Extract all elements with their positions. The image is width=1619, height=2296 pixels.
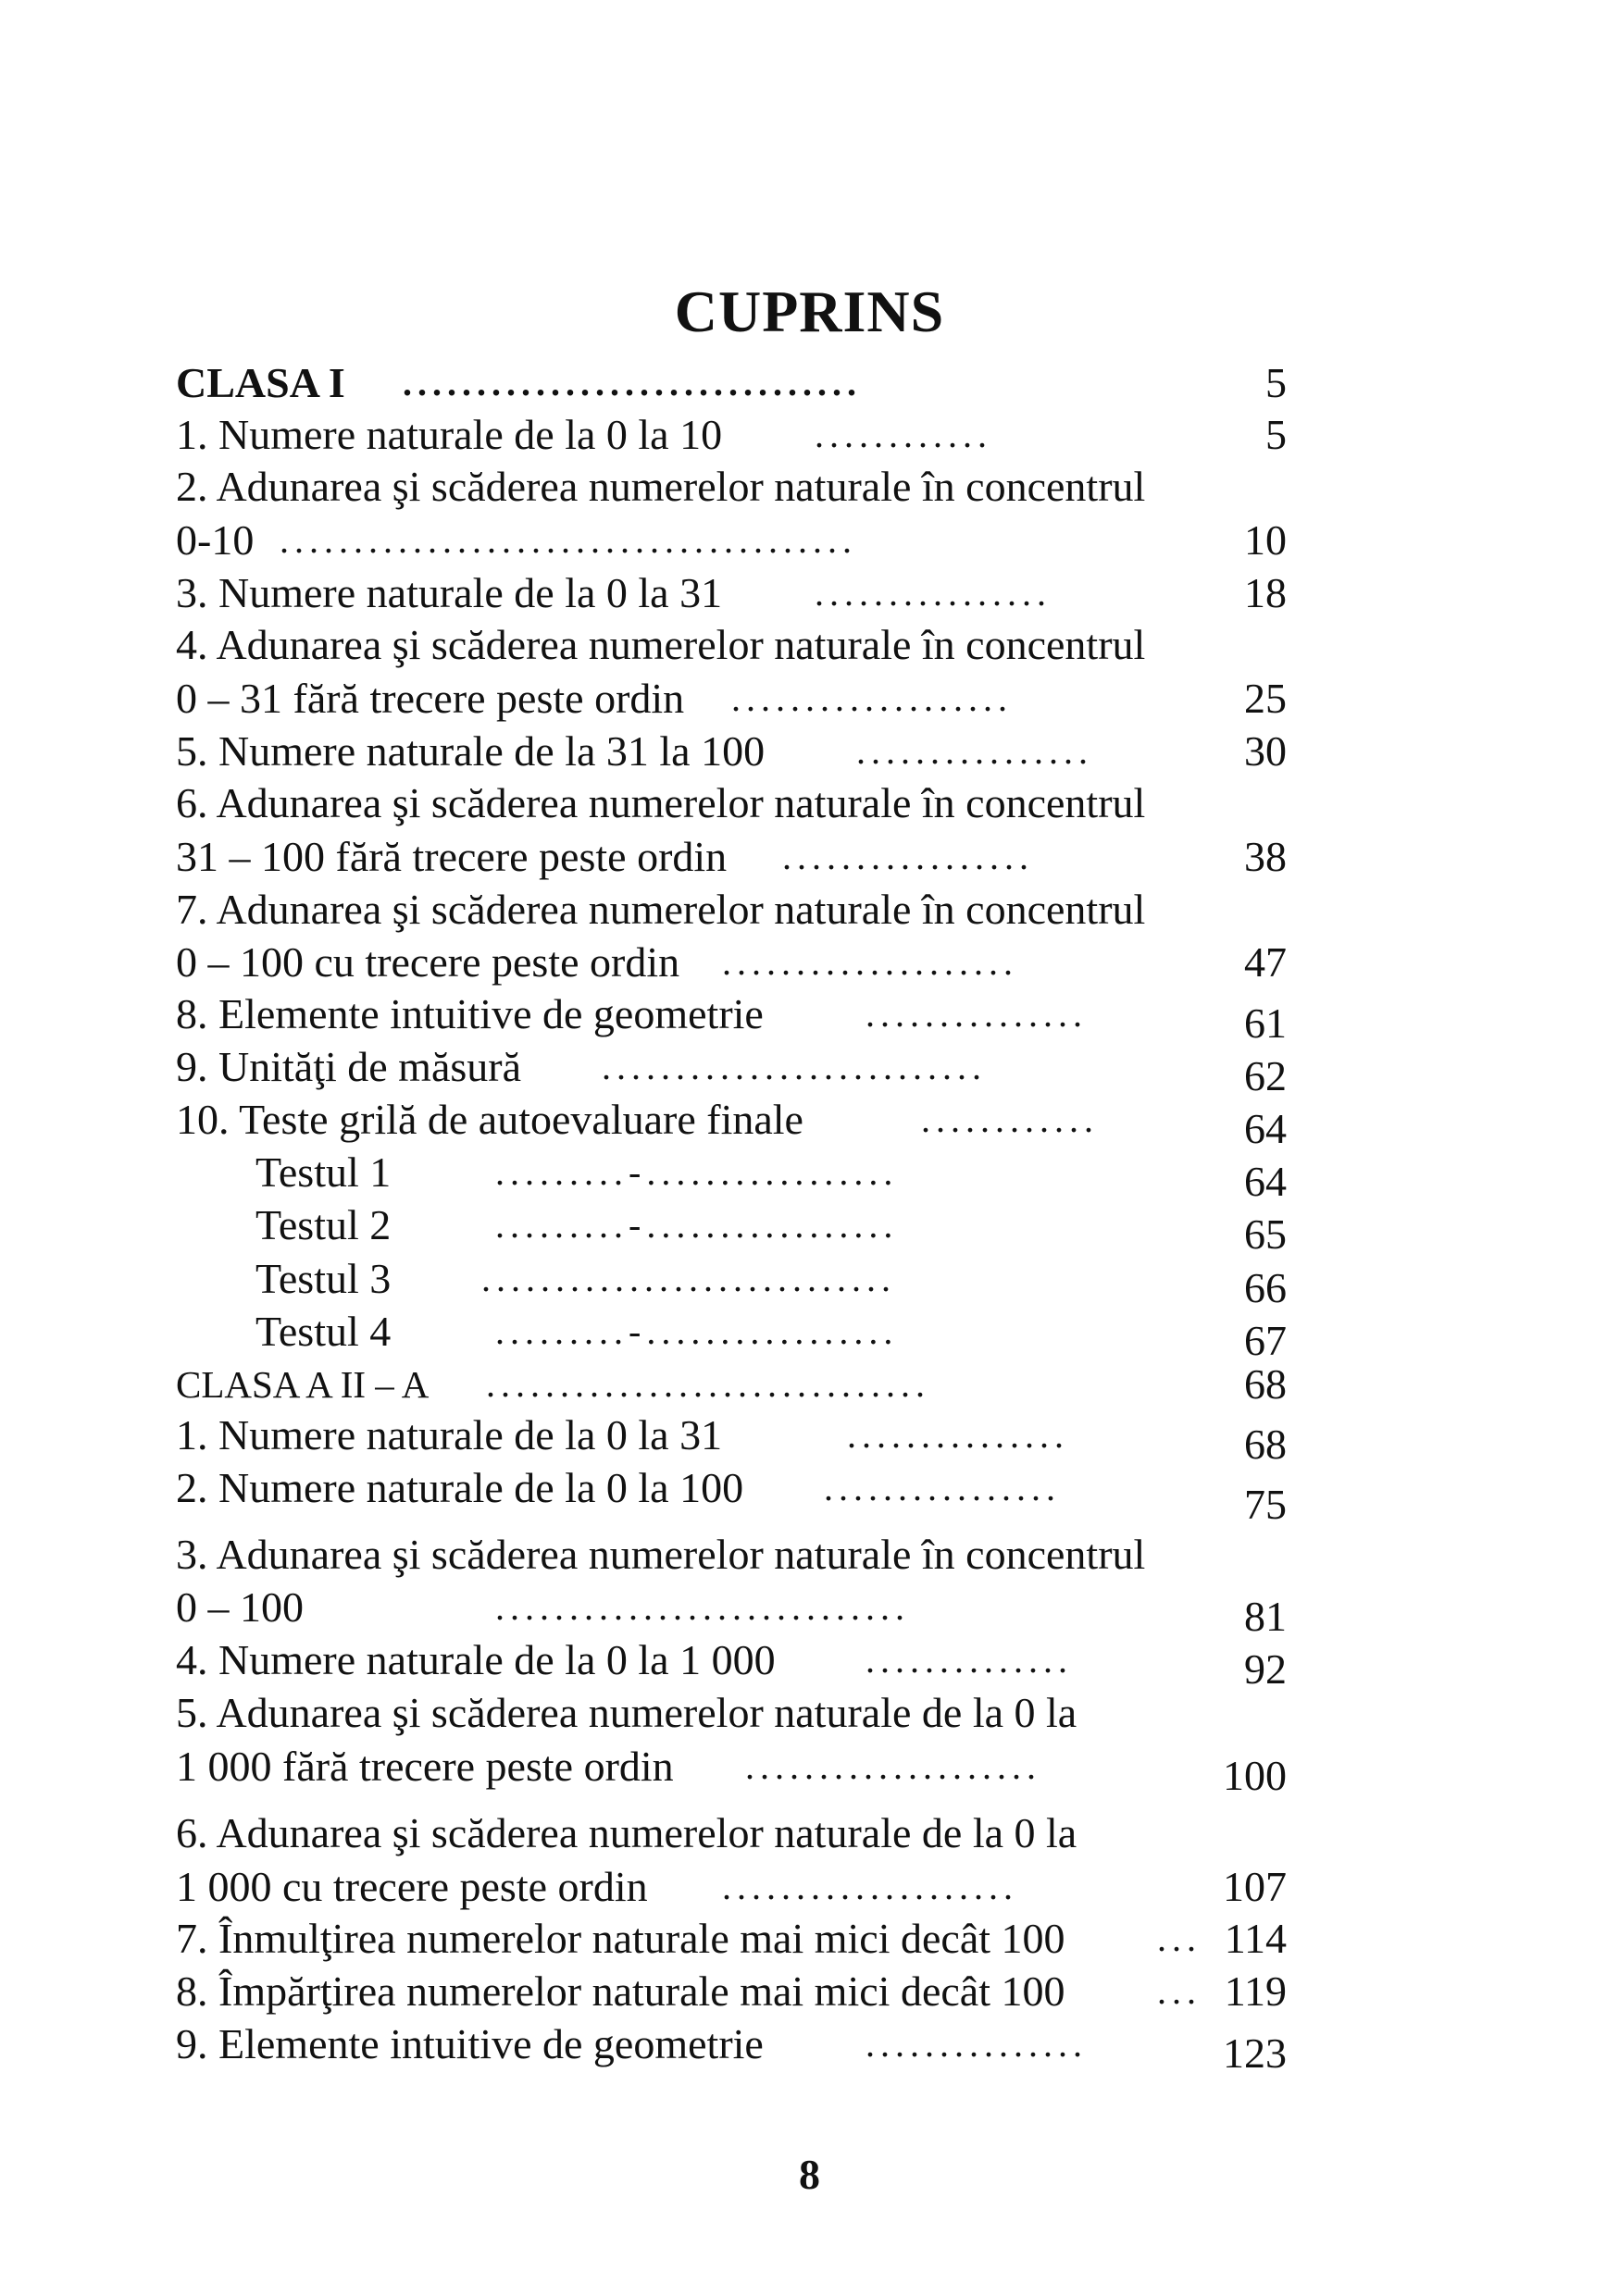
- toc-leader-dots: .........-.................: [495, 1204, 899, 1246]
- toc-entry: [176, 1633, 1287, 1693]
- toc-entry-title: Testul 2: [255, 1201, 392, 1248]
- toc-entry: [176, 1461, 1287, 1528]
- toc-entry: [176, 1528, 1287, 1582]
- toc-entry-title: 5. Adunarea şi scăderea numerelor naturale de la 0 la: [176, 1689, 1077, 1736]
- toc-entry: [176, 1305, 1287, 1364]
- page-number: 8: [799, 2151, 820, 2198]
- toc-entry-title: Testul 3: [255, 1255, 392, 1302]
- toc-entry-title: 2. Adunarea şi scăderea numerelor naturale în concentrul: [176, 463, 1146, 510]
- toc-entry-title: 3. Numere naturale de la 0 la 31: [176, 569, 723, 616]
- toc-entry-title: 9. Unităţi de măsură: [176, 1043, 522, 1090]
- toc-entry-title: 0 – 100 cu trecere peste ordin: [176, 938, 680, 986]
- toc-leader-dots: ................: [856, 730, 1093, 772]
- toc-entry-title: 3. Adunarea şi scăderea numerelor naturale în concentrul: [176, 1531, 1146, 1578]
- toc-entry-title: 8. Elemente intuitive de geometrie: [176, 990, 764, 1037]
- page-title: CUPRINS: [674, 279, 945, 344]
- toc-entry-title: 9. Elemente intuitive de geometrie: [176, 2020, 764, 2067]
- toc-entry-title: 4. Adunarea şi scăderea numerelor naturale în concentrul: [176, 621, 1146, 668]
- toc-entry-title: 0 – 31 fără trecere peste ordin: [176, 675, 685, 722]
- toc-entry-title: Testul 4: [255, 1308, 392, 1355]
- toc-entry-title: 8. Împărţirea numerelor naturale mai mici decât 100: [176, 1967, 1065, 2015]
- toc-entry-title: 7. Adunarea şi scăderea numerelor naturale în concentrul: [176, 886, 1146, 933]
- toc-page-number: 100: [1223, 1752, 1287, 1799]
- toc-page-number: 38: [1244, 833, 1287, 880]
- toc-entry: [176, 1252, 1287, 1311]
- toc-entry-title: 6. Adunarea şi scăderea numerelor naturale de la 0 la: [176, 1809, 1077, 1856]
- toc-entry-title: CLASA I: [176, 359, 345, 406]
- toc-page-number: 61: [1244, 999, 1287, 1047]
- toc-entry-title: 4. Numere naturale de la 0 la 1 000: [176, 1636, 776, 1683]
- toc-page-number: 92: [1244, 1645, 1287, 1693]
- toc-entry: [176, 883, 1287, 937]
- toc-entry: [176, 514, 1287, 567]
- toc-leader-dots: ...............................: [403, 362, 862, 403]
- toc-entry: [176, 936, 1287, 989]
- toc-entry: [176, 408, 1287, 462]
- toc-entry: [176, 672, 1287, 726]
- toc-leader-dots: ...............: [866, 2023, 1088, 2065]
- toc-leader-dots: ............................: [495, 1586, 910, 1628]
- toc-page-number: 18: [1244, 569, 1287, 616]
- toc-leader-dots: ....................: [722, 1866, 1018, 1907]
- toc-entry: [176, 1965, 1287, 2018]
- toc-entry-title: 1 000 fără trecere peste ordin: [176, 1743, 674, 1790]
- toc-leader-dots: ............................: [481, 1258, 896, 1299]
- toc-page-number: 75: [1244, 1481, 1287, 1528]
- toc-leader-dots: ............: [815, 414, 992, 455]
- toc-page-number: 119: [1224, 1967, 1287, 2015]
- toc-entry-title: 31 – 100 fără trecere peste ordin: [176, 833, 728, 880]
- toc-leader-dots: .........-.................: [495, 1310, 899, 1352]
- toc-entry: [176, 1409, 1287, 1468]
- toc-page-number: 64: [1244, 1158, 1287, 1205]
- toc-entry: [176, 618, 1287, 672]
- toc-entry-title: 7. Înmulţirea numerelor naturale mai mici decât 100: [176, 1915, 1065, 1962]
- toc-entry: [176, 1686, 1287, 1740]
- toc-entry: [176, 1146, 1287, 1205]
- toc-entry: [176, 1806, 1287, 1860]
- toc-entry: [176, 2017, 1287, 2077]
- toc-leader-dots: ..............................: [486, 1363, 930, 1405]
- toc-page-number: 81: [1244, 1593, 1287, 1640]
- toc-page-number: 66: [1244, 1264, 1287, 1311]
- toc-entry-title: 1. Numere naturale de la 0 la 10: [176, 411, 723, 458]
- toc-leader-dots: ...............: [866, 993, 1088, 1035]
- toc-entry: [176, 1040, 1287, 1099]
- toc-page-number: 64: [1244, 1105, 1287, 1152]
- toc-entry-title: CLASA A II – A: [176, 1363, 430, 1406]
- toc-entry: [176, 1740, 1287, 1799]
- toc-leader-dots: ...: [1157, 1917, 1202, 1959]
- toc-entry: [176, 1198, 1287, 1258]
- toc-leader-dots: .........-.................: [495, 1151, 899, 1193]
- toc-entry-title: Testul 1: [255, 1148, 392, 1196]
- toc-page-number: 65: [1244, 1210, 1287, 1258]
- toc-entry: [176, 566, 1287, 620]
- toc-entry: [176, 776, 1287, 830]
- toc-entry-title: 10. Teste grilă de autoevaluare finale: [176, 1096, 803, 1143]
- toc-page-number: 62: [1244, 1052, 1287, 1099]
- toc-entry-title: 2. Numere naturale de la 0 la 100: [176, 1464, 744, 1511]
- toc-page-number: 5: [1265, 359, 1287, 406]
- toc-entry-title: 0-10: [176, 516, 255, 564]
- toc-entry-title: 0 – 100: [176, 1583, 304, 1631]
- toc-page-number: 47: [1244, 938, 1287, 986]
- toc-leader-dots: .......................................: [280, 519, 857, 561]
- toc-leader-dots: ............: [921, 1098, 1099, 1140]
- toc-entry: [176, 725, 1287, 778]
- toc-leader-dots: ..........................: [602, 1046, 987, 1087]
- toc-entry: [176, 1358, 1287, 1411]
- toc-leader-dots: ...................: [731, 677, 1013, 719]
- toc-leader-dots: ...: [1157, 1970, 1202, 2012]
- toc-entry: [176, 460, 1287, 514]
- toc-leader-dots: .................: [782, 836, 1034, 877]
- toc-entry: [176, 1860, 1287, 1914]
- toc-leader-dots: ....................: [722, 941, 1018, 983]
- toc-entry: [176, 356, 1287, 410]
- toc-page-number: 123: [1223, 2029, 1287, 2077]
- toc-entry-title: 6. Adunarea şi scăderea numerelor naturale în concentrul: [176, 779, 1146, 826]
- toc-leader-dots: ................: [815, 572, 1052, 614]
- toc-page-number: 68: [1244, 1360, 1287, 1408]
- toc-page-number: 30: [1244, 727, 1287, 775]
- toc-page-number: 68: [1244, 1421, 1287, 1468]
- toc-entry: [176, 1581, 1287, 1640]
- toc-entry-title: 1 000 cu trecere peste ordin: [176, 1863, 648, 1910]
- toc-page-number: 107: [1223, 1863, 1287, 1910]
- toc-entry: [176, 830, 1287, 884]
- toc-entry-title: 5. Numere naturale de la 31 la 100: [176, 727, 766, 775]
- toc-page-number: 10: [1244, 516, 1287, 564]
- toc-entry: [176, 1912, 1287, 1966]
- toc-leader-dots: ................: [824, 1467, 1061, 1508]
- toc-page-number: 67: [1244, 1317, 1287, 1364]
- toc-page-number: 114: [1224, 1915, 1287, 1962]
- toc-leader-dots: ....................: [745, 1745, 1041, 1787]
- toc-leader-dots: ..............: [866, 1639, 1073, 1681]
- toc-page-number: 25: [1244, 675, 1287, 722]
- toc-entry: [176, 987, 1287, 1047]
- toc-entry-title: 1. Numere naturale de la 0 la 31: [176, 1411, 723, 1458]
- toc-entry: [176, 1093, 1287, 1152]
- toc-leader-dots: ...............: [847, 1414, 1069, 1456]
- toc-page-number: 5: [1265, 411, 1287, 458]
